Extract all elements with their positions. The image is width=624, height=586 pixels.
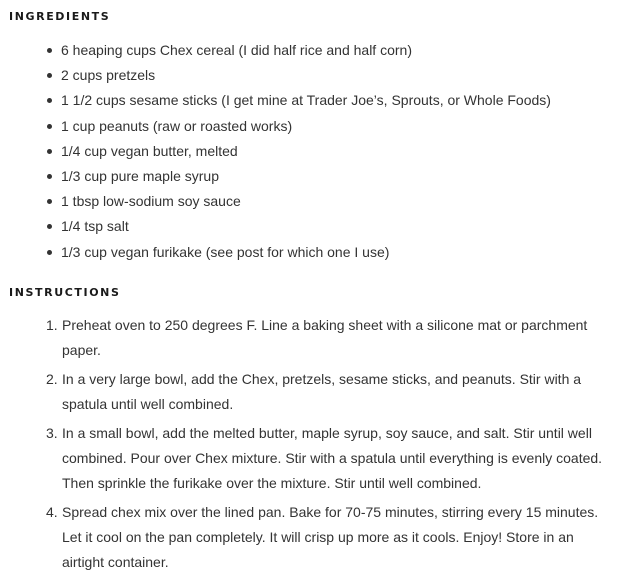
- instruction-step: [0, 500, 608, 576]
- instructions-list: [0, 313, 608, 579]
- ingredient-item: 1/3 cup pure maple syrup: [0, 164, 551, 189]
- step-text: Preheat oven to 250 degrees F. Line a baking sheet with a silicone mat or parchment paper.: [62, 317, 588, 359]
- instruction-step: [0, 367, 608, 417]
- ingredient-item: 1 cup peanuts (raw or roasted works): [0, 114, 551, 139]
- ingredient-item: 2 cups pretzels: [0, 63, 551, 88]
- step-number: 2.: [46, 370, 58, 387]
- ingredient-item: 1/4 cup vegan butter, melted: [0, 139, 551, 164]
- step-text: In a very large bowl, add the Chex, pretzels, sesame sticks, and peanuts. Stir with a spatula until well combined.: [62, 370, 582, 413]
- ingredient-item: 1/4 tsp salt: [0, 214, 551, 239]
- step-text: In a small bowl, add the melted butter, maple syrup, soy sauce, and salt. Stir until well combined. Pour over Chex mixture. Stir with a spatula until everything is evenly coated. Then sprinkle the furikake over the mixture. Stir until well combined.: [62, 424, 603, 492]
- ingredient-item: 1/3 cup vegan furikake (see post for which one I use): [0, 240, 551, 265]
- instruction-step: [0, 313, 608, 363]
- instruction-step: [0, 421, 608, 497]
- instructions-heading: INSTRUCTIONS: [9, 286, 121, 299]
- step-number: 3.: [46, 424, 58, 441]
- step-number: 1.: [46, 317, 58, 333]
- ingredient-item: 1 tbsp low-sodium soy sauce: [0, 189, 551, 214]
- ingredients-heading: INGREDIENTS: [9, 10, 111, 23]
- step-number: 4.: [46, 503, 58, 520]
- ingredients-list: [0, 38, 551, 265]
- step-text: Spread chex mix over the lined pan. Bake for 70-75 minutes, stirring every 15 minutes. Let it cool on the pan completely. It will crisp up more as it cools. Enjoy! Store in an airtight container.: [62, 503, 599, 571]
- ingredient-item: 6 heaping cups Chex cereal (I did half rice and half corn): [0, 38, 551, 63]
- ingredient-item: 1 1/2 cups sesame sticks (I get mine at Trader Joe’s, Sprouts, or Whole Foods): [0, 88, 551, 113]
